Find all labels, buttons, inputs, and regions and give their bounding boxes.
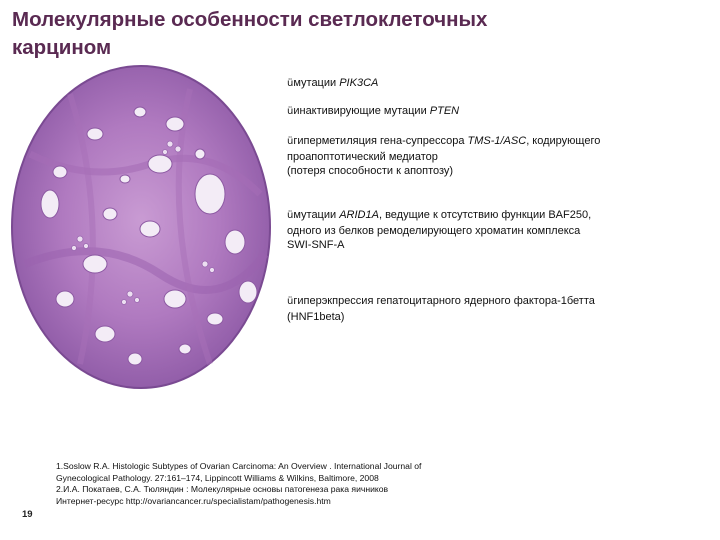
check-icon: ü [287,106,294,117]
check-icon: ü [287,296,294,307]
reference-line: 2.И.А. Покатаев, С.А. Тюляндин : Молекулярные основы патогенеза рака яичников [56,484,389,495]
check-icon: ü [287,136,294,147]
bullet-hnf1beta: üгиперэкпрессия гепатоцитарного ядерного фактора-1бетта (HNF1beta) [287,295,595,323]
slide-title [12,6,612,62]
title-line-1: Молекулярные особенности светлоклеточных [12,8,488,31]
title-line-2: карцином [12,36,112,59]
bullet-pik3ca: üмутации PIK3CA [287,77,379,89]
slide-number: 19 [22,509,33,520]
reference-line: 1.Soslow R.A. Histologic Subtypes of Ovarian Carcinoma: An Overview . International Journal of [56,461,422,471]
reference-line: Gynecological Pathology. 27:161–174, Lippincott Williams & Wilkins, Baltimore, 2008 [56,472,379,483]
references [56,461,656,507]
bullet-tms1: üгиперметиляция гена-супрессора TMS-1/ASC, кодирующего проапоптотический медиатор (потеря способности к апоптозу) [287,135,601,177]
check-icon: ü [287,210,294,221]
check-icon: ü [287,78,294,89]
bullet-pten: üинактивирующие мутации PTEN [287,105,460,117]
histology-micrograph [10,64,272,390]
bullet-arid1a: üмутации ARID1A, ведущие к отсутствию функции BAF250, одного из белков ремоделирующего хроматин комплекса SWI-SNF-A [287,209,592,251]
reference-line: Интернет-ресурс http://ovariancancer.ru/specialistam/pathogenesis.htm [56,495,331,506]
